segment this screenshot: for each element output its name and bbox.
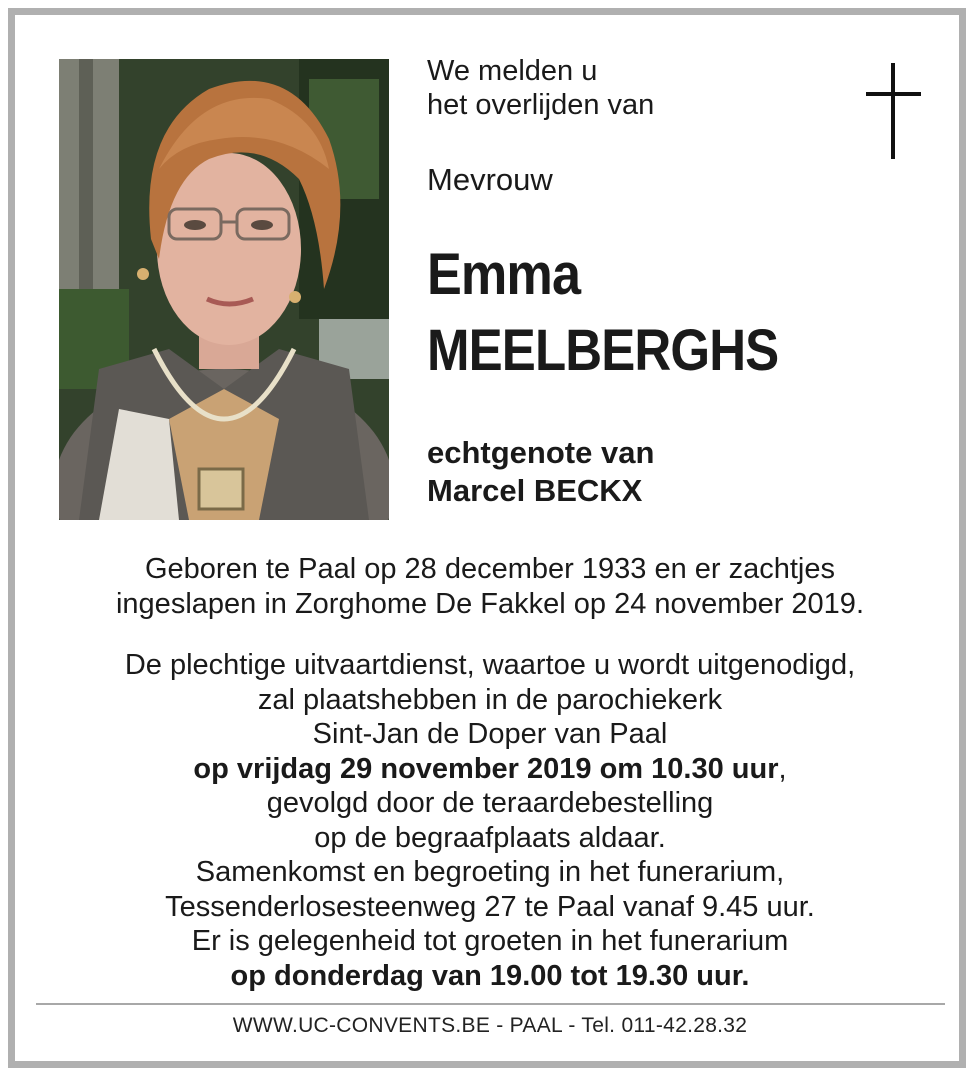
spouse-label: echtgenote van [427,435,655,470]
birth-death-details [40,552,940,621]
text-line: ingeslapen in Zorghome De Fakkel op 24 november 2019. [115,587,864,620]
text-line: zal plaatshebben in de parochiekerk [257,683,723,716]
funeral-service-details [40,648,940,993]
service-date: op vrijdag 29 november 2019 om 10.30 uur [193,752,779,785]
intro-text [427,54,654,122]
cross-icon [866,63,921,159]
intro-line: We melden u [427,55,598,87]
spouse-info [427,434,654,510]
divider [36,1003,945,1005]
text-line: op de begraafplaats aldaar. [314,821,666,854]
honorific: Mevrouw [427,162,553,197]
first-name: Emma [427,242,581,307]
text-line: Sint-Jan de Doper van Paal [312,718,668,750]
text-line: De plechtige uitvaartdienst, waartoe u wordt uitgenodigd, [124,649,856,681]
portrait-photo [59,59,389,520]
text-line: Samenkomst en begroeting in het funerarium, [195,856,785,888]
footer-contact: WWW.UC-CONVENTS.BE - PAAL - Tel. 011-42.28.32 [232,1014,748,1037]
text-line: Geboren te Paal op 28 december 1933 en er zachtjes [144,553,835,585]
text-line: Tessenderlosesteenweg 27 te Paal vanaf 9.45 uur. [165,890,815,923]
intro-line: het overlijden van [427,89,655,121]
last-name: MEELBERGHS [427,318,779,383]
spouse-name: Marcel BECKX [427,473,643,508]
service-date-line [40,752,940,787]
punctuation: , [778,752,787,785]
text-line: gevolgd door de teraardebestelling [266,787,714,819]
text-line: Er is gelegenheid tot groeten in het funerarium [191,925,789,957]
visitation-time: op donderdag van 19.00 tot 19.30 uur. [230,959,750,992]
